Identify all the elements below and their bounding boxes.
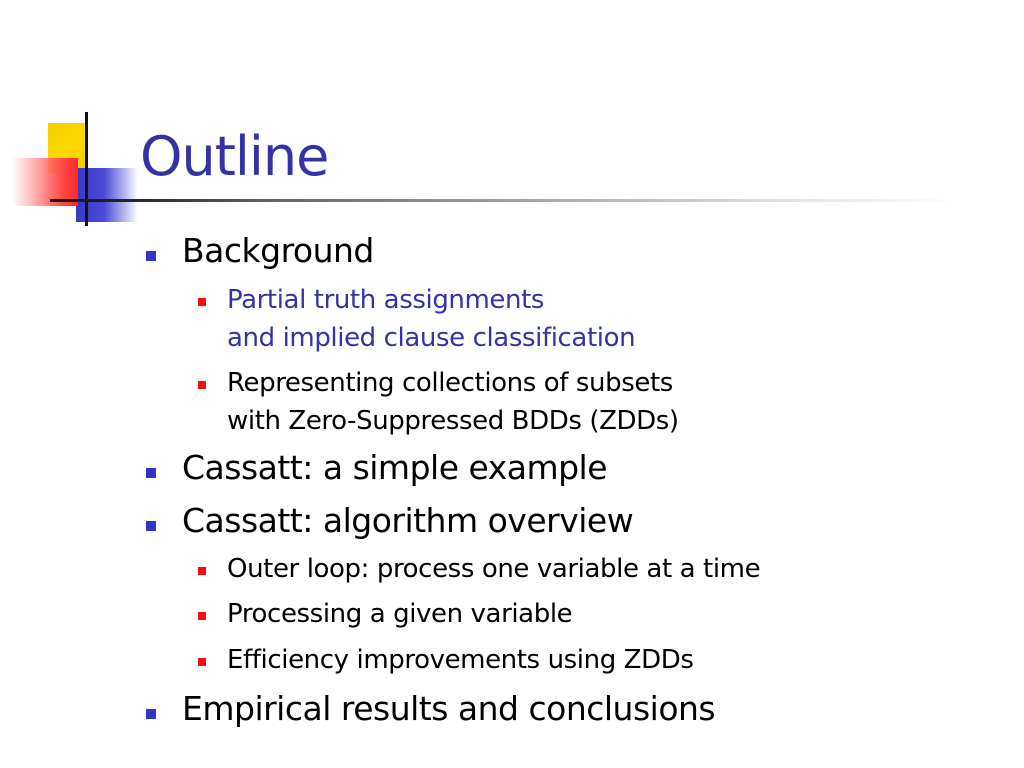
sub-bullet-item	[227, 641, 693, 679]
bullet-text: Cassatt: algorithm overview	[182, 501, 634, 540]
sub-bullet-text-line: with Zero-Suppressed BDDs (ZDDs)	[227, 406, 679, 436]
red-square-bullet-icon	[198, 381, 206, 389]
sub-bullet-text-line: Partial truth assignments	[227, 285, 545, 315]
red-square-bullet-icon	[198, 298, 206, 306]
sub-bullet-item	[227, 364, 679, 440]
red-square-bullet-icon	[198, 658, 206, 666]
red-square-bullet-icon	[198, 612, 206, 620]
bullet-item	[182, 231, 374, 271]
sub-bullet-text-line: and implied clause classification	[227, 323, 636, 353]
decorative-vertical-line	[85, 112, 88, 226]
bullet-text: Background	[182, 231, 374, 270]
sub-bullet-item	[227, 550, 760, 588]
bullet-item	[182, 448, 607, 488]
sub-bullet-text: Efficiency improvements using ZDDs	[227, 645, 694, 675]
sub-bullet-item	[227, 595, 572, 633]
bullet-text: Cassatt: a simple example	[182, 448, 608, 487]
red-square-bullet-icon	[198, 567, 206, 575]
sub-bullet-text: Outer loop: process one variable at a time	[227, 554, 761, 584]
blue-square-bullet-icon	[146, 709, 156, 719]
sub-bullet-item	[227, 281, 635, 357]
blue-square-bullet-icon	[146, 251, 156, 261]
blue-square-bullet-icon	[146, 468, 156, 478]
bullet-item	[182, 501, 633, 541]
title-underline	[50, 199, 960, 202]
bullet-item	[182, 689, 715, 729]
sub-bullet-text: Processing a given variable	[227, 599, 573, 629]
slide-title: Outline	[140, 125, 329, 188]
sub-bullet-text-line: Representing collections of subsets	[227, 368, 673, 398]
bullet-text: Empirical results and conclusions	[182, 689, 716, 728]
blue-square-bullet-icon	[146, 521, 156, 531]
